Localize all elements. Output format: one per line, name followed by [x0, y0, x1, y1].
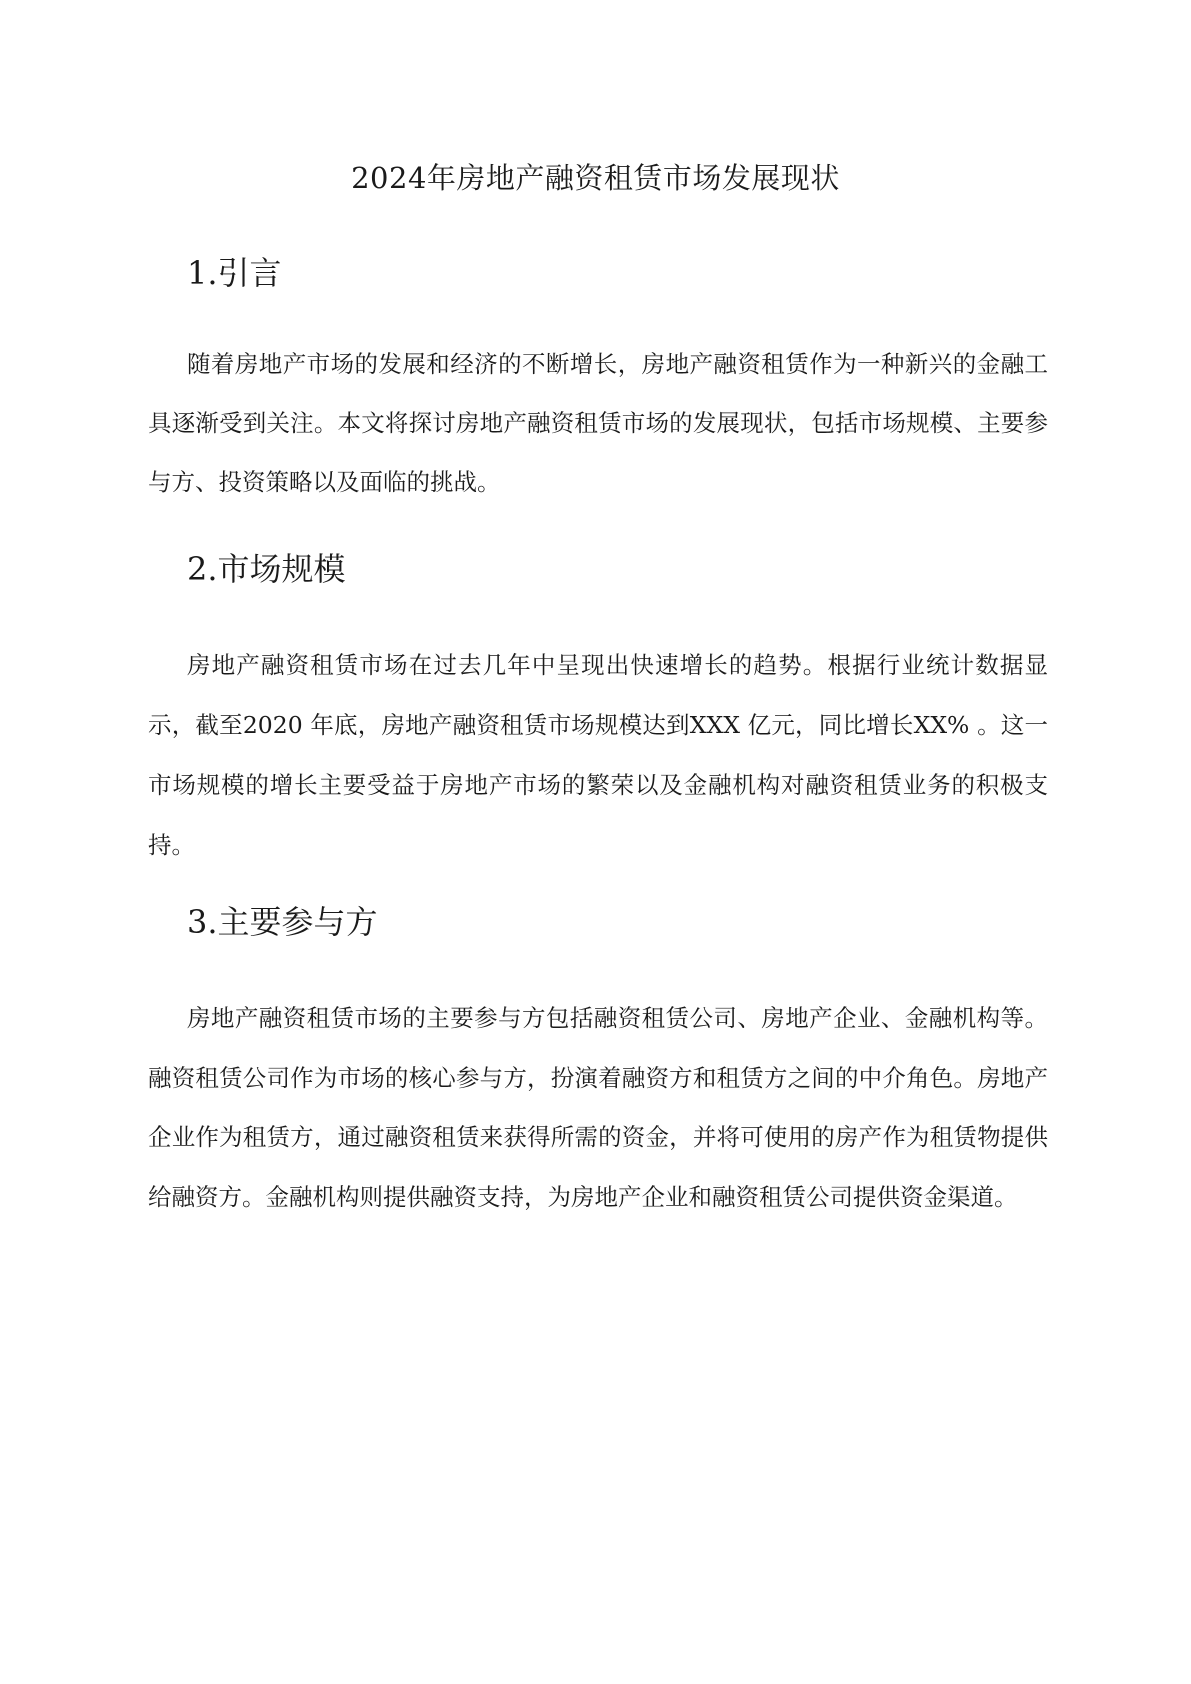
document-title: 2024年房地产融资租赁市场发展现状 [351, 161, 840, 195]
section-heading-participants: 3.主要参与方 [187, 903, 378, 941]
paragraph-participants: 房地产融资租赁市场的主要参与方包括融资租赁公司、房地产企业、金融机构等。融资租赁公司作为市场的核心参与方，扮演着融资方和租赁方之间的中介角色。房地产企业作为租赁方，通过融资租赁来获得所需的资金，并将可使用的房产作为租赁物提供给融资方。金融机构则提供融资支持，为房地产企业和融资租赁公司提供资金渠道。 [148, 1004, 1048, 1211]
paragraph-market-size: 房地产融资租赁市场在过去几年中呈现出快速增长的趋势。根据行业统计数据显示，截至2020 年底，房地产融资租赁市场规模达到XXX 亿元，同比增长XX% 。这一市场规模的增长主要受益于房地产市场的繁荣以及金融机构对融资租赁业务的积极支持。 [148, 651, 1048, 859]
section-heading-market-size: 2.市场规模 [187, 550, 346, 588]
section-heading-introduction: 1.引言 [187, 254, 282, 292]
paragraph-introduction: 随着房地产市场的发展和经济的不断增长，房地产融资租赁作为一种新兴的金融工具逐渐受到关注。本文将探讨房地产融资租赁市场的发展现状，包括市场规模、主要参与方、投资策略以及面临的挑战。 [148, 350, 1048, 496]
